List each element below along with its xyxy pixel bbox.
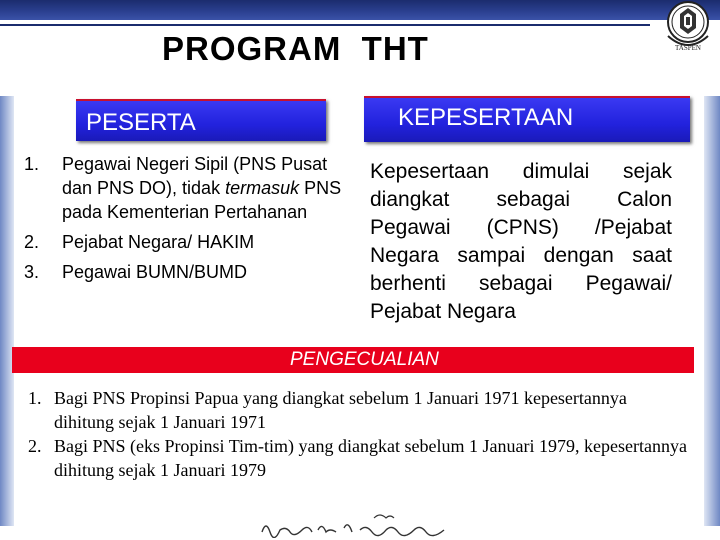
peserta-header — [76, 99, 326, 141]
list-text: Bagi PNS Propinsi Papua yang diangkat sebelum 1 Januari 1971 kepesertannya dihitung sejak 1 Januari 1971 — [54, 388, 627, 432]
peserta-heading: PESERTA — [86, 109, 196, 136]
right-side-band — [704, 96, 720, 526]
pengecualian-list — [28, 386, 690, 482]
list-text: PNS pada Kementerian Pertahanan — [62, 178, 342, 222]
logo-text: TASPEN — [675, 44, 701, 52]
list-number: 3. — [24, 262, 40, 282]
list-number: 1. — [28, 388, 42, 408]
peserta-list — [24, 152, 344, 290]
list-number: 2. — [28, 436, 42, 456]
kepesertaan-header — [364, 96, 690, 142]
list-item — [28, 386, 690, 434]
top-banner — [0, 0, 720, 20]
handwritten-tagline-icon — [256, 510, 456, 538]
list-item — [24, 152, 344, 224]
list-number: 1. — [24, 154, 40, 174]
pengecualian-heading: PENGECUALIAN — [290, 349, 439, 370]
kepesertaan-heading: KEPESERTAAN — [398, 104, 574, 131]
taspen-emblem-icon — [660, 0, 716, 56]
list-item — [24, 230, 344, 254]
left-side-band — [0, 96, 14, 526]
kepesertaan-text: Kepesertaan dimulai sejak diangkat sebagai Calon Pegawai (CPNS) /Pejabat Negara sampai dengan saat berhenti sebagai Pegawai/ Pejabat Negara — [370, 160, 672, 323]
pengecualian-header — [12, 347, 694, 373]
list-text: Pejabat Negara/ HAKIM — [62, 232, 255, 252]
list-text: Pegawai Negeri Sipil (PNS Pusat dan PNS DO), tidak — [62, 154, 328, 198]
list-item — [28, 434, 690, 482]
top-divider — [0, 24, 650, 26]
list-number: 2. — [24, 232, 40, 252]
list-emphasis: termasuk — [225, 178, 300, 198]
list-item — [24, 260, 344, 284]
list-text: Pegawai BUMN/BUMD — [62, 262, 248, 282]
page-title: PROGRAM THT — [162, 30, 429, 67]
list-text: Bagi PNS (eks Propinsi Tim-tim) yang diangkat sebelum 1 Januari 1979, kepesertannya dihitung sejak 1 Januari 1979 — [54, 436, 687, 480]
